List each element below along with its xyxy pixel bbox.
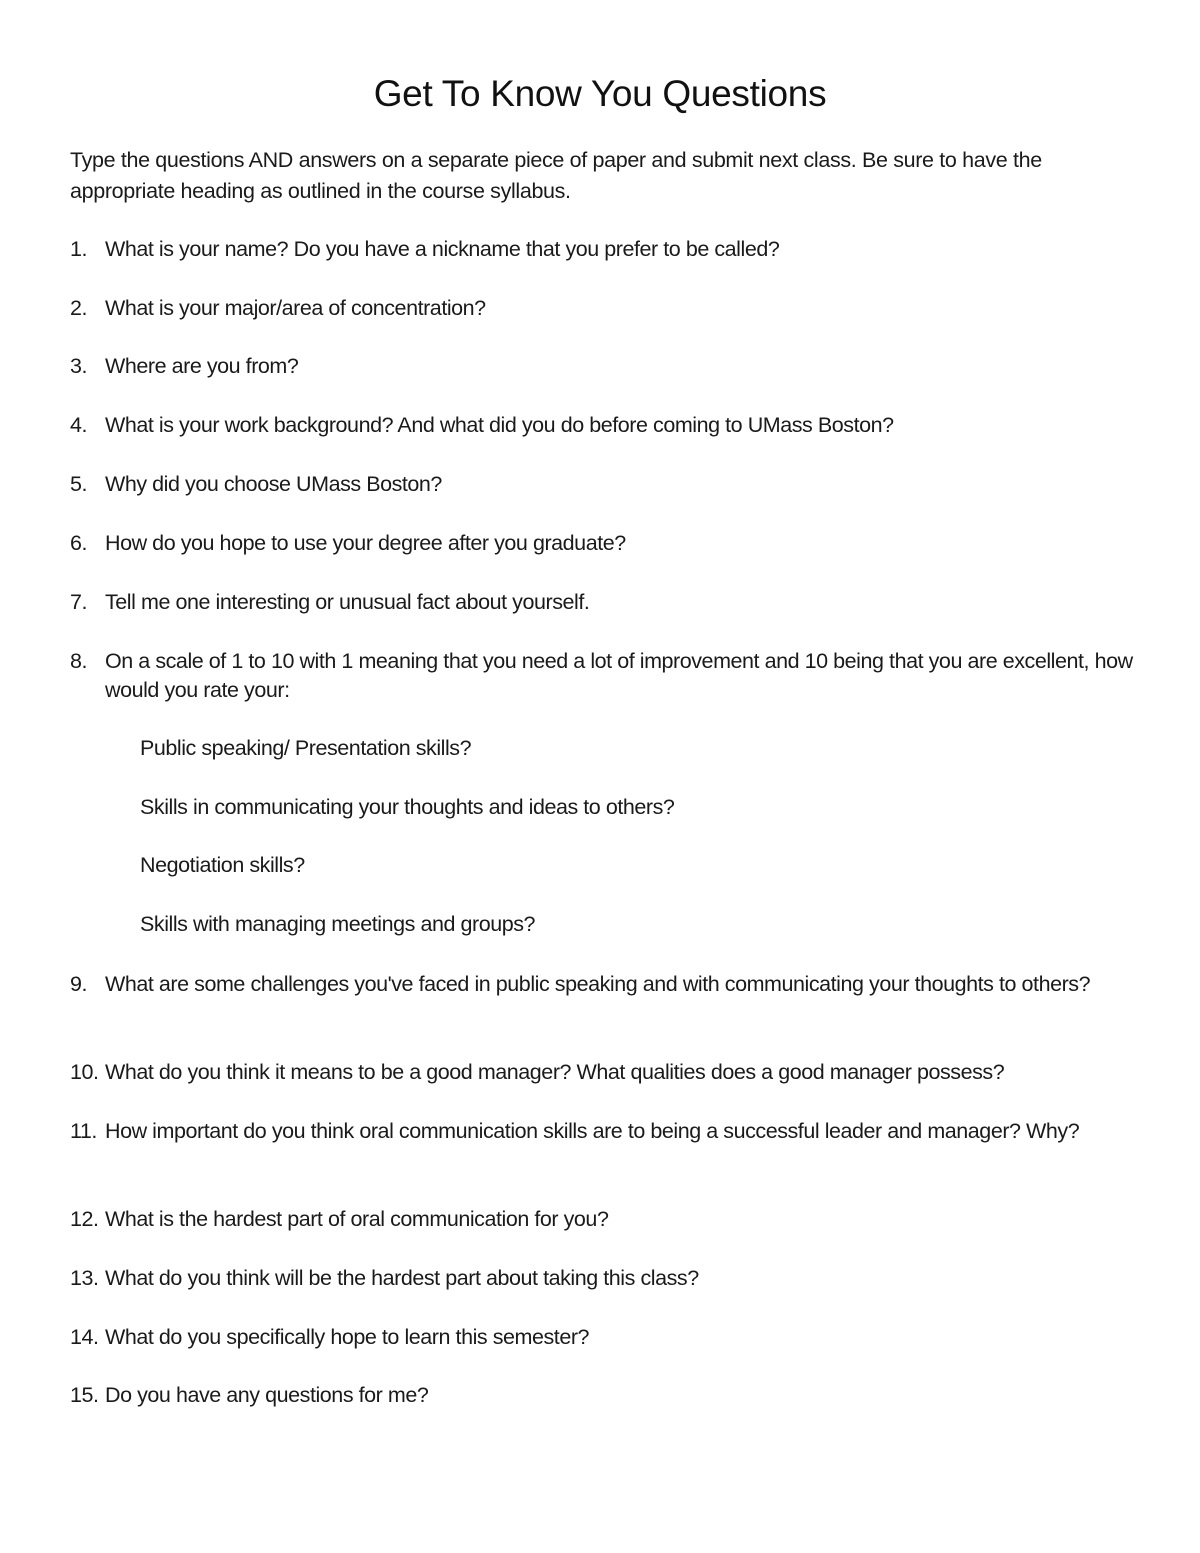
rating-item: Negotiation skills?: [140, 853, 305, 877]
question-number: 13.: [70, 1266, 99, 1290]
question-text: Why did you choose UMass Boston?: [105, 472, 442, 496]
question-text: Tell me one interesting or unusual fact about yourself.: [105, 590, 590, 614]
question-item: [70, 1205, 1140, 1234]
question-item: [70, 970, 1140, 999]
question-number: 14.: [70, 1325, 99, 1349]
question-number: 7.: [70, 590, 88, 614]
question-text: On a scale of 1 to 10 with 1 meaning that you need a lot of improvement and 10 being that you are excellent, how would you rate your:: [105, 649, 1133, 702]
question-number: 9.: [70, 972, 88, 996]
question-item: [70, 1058, 1140, 1087]
question-text: What is your major/area of concentration?: [105, 296, 486, 320]
question-number: 5.: [70, 472, 88, 496]
question-item: [70, 411, 1140, 440]
question-text: What is the hardest part of oral communication for you?: [105, 1207, 609, 1231]
question-number: 3.: [70, 354, 88, 378]
question-text: What are some challenges you've faced in public speaking and with communicating your thoughts to others?: [105, 972, 1091, 996]
question-number: 1.: [70, 237, 88, 261]
rating-item: Skills in communicating your thoughts and ideas to others?: [140, 795, 675, 819]
page-title: Get To Know You Questions: [373, 73, 827, 114]
question-number: 4.: [70, 413, 88, 437]
question-item: [70, 647, 1140, 705]
question-item: [70, 588, 1140, 617]
question-number: 8.: [70, 649, 88, 673]
rating-item: Skills with managing meetings and groups?: [140, 912, 536, 936]
question-text: What do you specifically hope to learn this semester?: [105, 1325, 590, 1349]
question-text: How do you hope to use your degree after you graduate?: [105, 531, 626, 555]
question-number: 2.: [70, 296, 88, 320]
question-number: 6.: [70, 531, 88, 555]
instructions-paragraph: Type the questions AND answers on a separate piece of paper and submit next class. Be sure to have the appropriate heading as outlined in the course syllabus.: [70, 148, 1042, 203]
question-item: [70, 470, 1140, 499]
rating-item: Public speaking/ Presentation skills?: [140, 736, 472, 760]
question-item: [70, 352, 1140, 381]
question-item: [70, 294, 1140, 323]
question-item: [70, 1264, 1140, 1293]
question-item: [70, 1117, 1140, 1146]
question-number: 15.: [70, 1383, 99, 1407]
question-number: 10.: [70, 1060, 99, 1084]
question-number: 11.: [70, 1119, 97, 1143]
question-text: Do you have any questions for me?: [105, 1383, 429, 1407]
question-text: What do you think will be the hardest part about taking this class?: [105, 1266, 699, 1290]
question-item: [70, 235, 1140, 264]
question-number: 12.: [70, 1207, 99, 1231]
question-item: [70, 1323, 1140, 1352]
question-item: [70, 529, 1140, 558]
question-text: What is your work background? And what did you do before coming to UMass Boston?: [105, 413, 894, 437]
question-text: Where are you from?: [105, 354, 299, 378]
question-text: What do you think it means to be a good manager? What qualities does a good manager possess?: [105, 1060, 1005, 1084]
question-item: [70, 1381, 1140, 1410]
question-text: What is your name? Do you have a nickname that you prefer to be called?: [105, 237, 780, 261]
question-text: How important do you think oral communication skills are to being a successful leader and manager? Why?: [105, 1119, 1080, 1143]
